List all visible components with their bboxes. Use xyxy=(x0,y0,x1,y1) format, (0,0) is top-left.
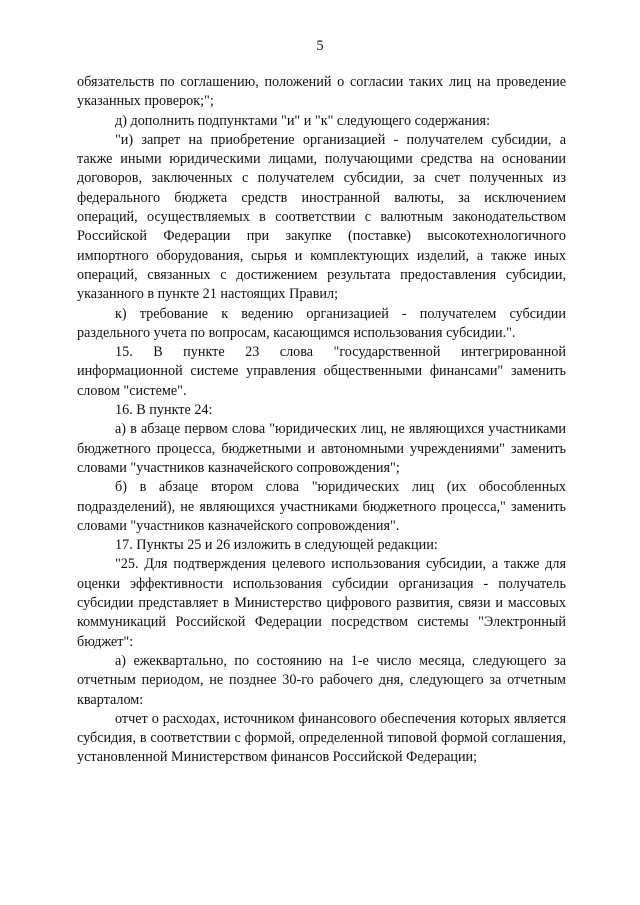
paragraph: 15. В пункте 23 слова "государственной интегрированной информационной системе управления общественными финансами" заменить словом "системе". xyxy=(77,344,566,399)
paragraph: б) в абзаце втором слова "юридических лиц (их обособленных подразделений), не являющихся участниками бюджетного процесса," заменить словами "участников казначейского сопровождения". xyxy=(77,479,566,534)
paragraph: а) в абзаце первом слова "юридических лиц, не являющихся участниками бюджетного процесса, бюджетными и автономными учреждениями" заменить словами "участников казначейского сопровождения"; xyxy=(77,421,566,476)
paragraph: 17. Пункты 25 и 26 изложить в следующей редакции: xyxy=(115,537,438,554)
paragraph: 16. В пункте 24: xyxy=(115,402,213,419)
paragraph: обязательств по соглашению, положений о согласии таких лиц на проведение указанных проверок;"; xyxy=(77,74,566,110)
document-body xyxy=(77,73,566,768)
paragraph: "и) запрет на приобретение организацией - получателем субсидии, а также иными юридическими лицами, получающими средства на основании договоров, заключенных с получателем субсидии, за счет полученных из федерального бюджета средств иностранной валюты, за исключением операций, осуществляемых в соответствии с валютным законодательством Российской Федерации при закупке (поставке) высокотехнологичного импортного оборудования, сырья и комплектующих изделий, а также иных операций, связанных с достижением результата предоставления субсидии, указанного в пункте 21 настоящих Правил; xyxy=(77,131,566,303)
page-number: 5 xyxy=(316,38,324,54)
paragraph: "25. Для подтверждения целевого использования субсидии, а также для оценки эффективности использования субсидии организация - получатель субсидии представляет в Министерство цифрового развития, связи и массовых коммуникаций Российской Федерации посредством системы "Электронный бюджет": xyxy=(77,556,566,650)
paragraph: д) дополнить подпунктами "и" и "к" следующего содержания: xyxy=(115,112,491,129)
paragraph: отчет о расходах, источником финансового обеспечения которых является субсидия, в соответствии с формой, определенной типовой формой соглашения, установленной Министерством финансов Российской Федерации; xyxy=(77,710,566,766)
paragraph: к) требование к ведению организацией - получателем субсидии раздельного учета по вопросам, касающимся использования субсидии.". xyxy=(77,305,566,341)
paragraph: а) ежеквартально, по состоянию на 1-е число месяца, следующего за отчетным периодом, не позднее 30-го рабочего дня, следующего за отчетным кварталом: xyxy=(77,652,566,708)
